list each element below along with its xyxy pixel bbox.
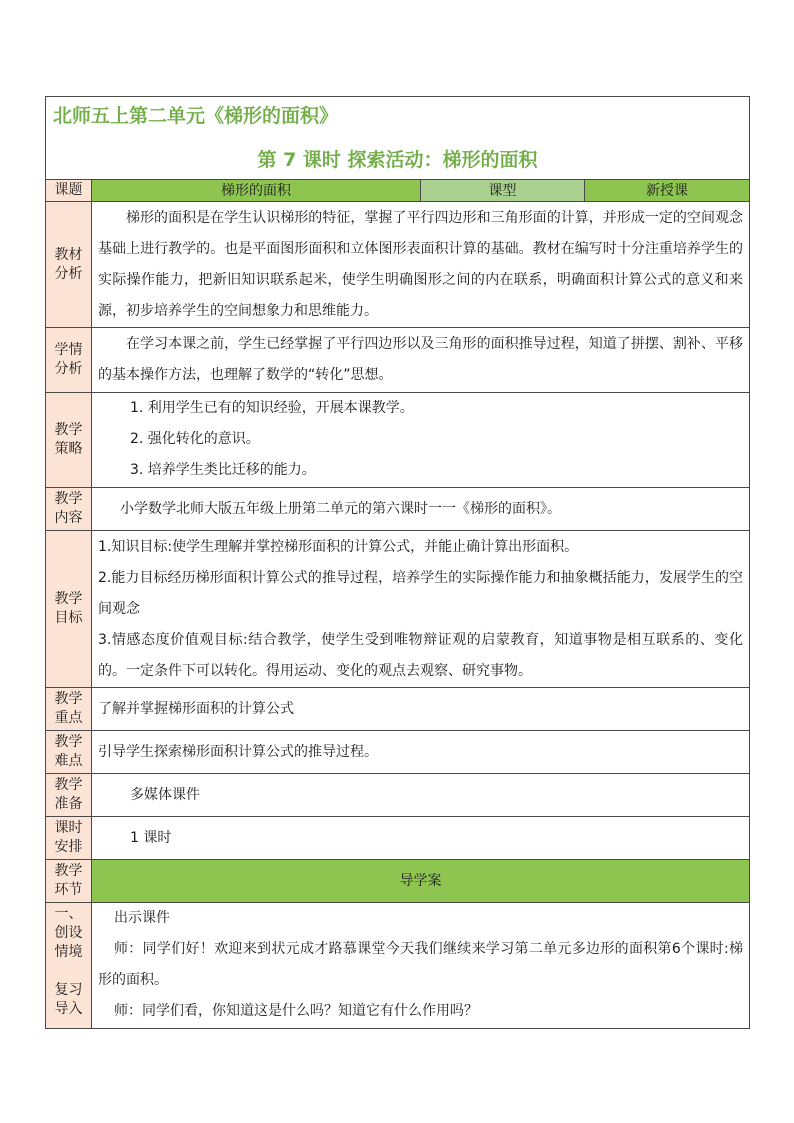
title-cell	[46, 97, 750, 180]
content-label: 教学 内容	[46, 488, 92, 531]
strategy-item: 2. 强化转化的意识。	[130, 431, 260, 447]
goals-row	[46, 531, 750, 688]
difficulty-row	[46, 731, 750, 774]
difficulty-label: 教学 难点	[46, 731, 92, 774]
content-row	[46, 488, 750, 531]
goal-item: 1.知识目标:使学生理解并掌控梯形面积的计算公式，并能止确计算出形面积。	[98, 539, 579, 555]
lesson-type-value: 新授课	[585, 180, 750, 202]
series-title: 北师五上第二单元《梯形的面积》	[53, 105, 339, 127]
stage-one-content	[92, 903, 750, 1029]
strategy-list	[92, 393, 750, 488]
topic-value: 梯形的面积	[92, 180, 421, 202]
lesson-type-label: 课型	[421, 180, 585, 202]
strategy-label: 教学 策略	[46, 393, 92, 488]
difficulty-text: 引导学生探索梯形面积计算公式的推导过程。	[92, 731, 750, 774]
key-point-row	[46, 688, 750, 731]
material-analysis-label: 教材 分析	[46, 202, 92, 328]
strategy-row	[46, 393, 750, 488]
goal-item: 3.情感态度价值观目标:结合教学，使学生受到唯物辩证观的启蒙教育，知道事物是相互联系的、变化的。一定条件下可以转化。得用运动、变化的观点去观察、研究事物。	[98, 632, 743, 679]
lesson-title: 第 7 课时 探索活动：梯形的面积	[257, 149, 538, 171]
stage-one-line: 师：同学们好！欢迎来到状元成才路慕课堂今天我们继续来学习第二单元多边形的面积第6个课时:梯形的面积。	[98, 941, 743, 988]
stage-one-label: 一、 创设 情境 复习 导入	[46, 903, 92, 1029]
hours-text: 1 课时	[92, 817, 750, 860]
stage-header-label: 教学 环节	[46, 860, 92, 903]
topic-label: 课题	[46, 180, 92, 202]
student-analysis-row	[46, 328, 750, 393]
preparation-row	[46, 774, 750, 817]
material-analysis-text: 梯形的面积是在学生认识梯形的特征，掌握了平行四边形和三角形面的计算，并形成一定的空间观念基础上进行教学的。也是平面图形面积和立体图形表面积计算的基础。教材在编写时十分注重培养学生的实际操作能力，把新旧知识联系起米，使学生明确图形之间的内在联系，明确面积计算公式的意义和来源，初步培养学生的空间想象力和思维能力。	[92, 202, 750, 328]
goals-list	[92, 531, 750, 688]
stage-header-title: 导学案	[92, 860, 750, 903]
strategy-item: 1. 利用学生已有的知识经验，开展本课教学。	[130, 400, 414, 416]
key-point-label: 教学 重点	[46, 688, 92, 731]
content-text: 小学数学北师大版五年级上册第二单元的第六课时一一《梯形的面积》。	[92, 488, 750, 531]
stage-one-line: 师：同学们看，你知道这是什么吗？知道它有什么作用吗？	[114, 1003, 478, 1019]
stage-one-line: 出示课件	[114, 910, 170, 926]
goals-label: 教学 目标	[46, 531, 92, 688]
lesson-plan-table	[45, 96, 750, 1029]
preparation-label: 教学 准备	[46, 774, 92, 817]
title-row	[46, 97, 750, 180]
lesson-plan-document	[45, 96, 749, 1029]
key-point-text: 了解并掌握梯形面积的计算公式	[92, 688, 750, 731]
student-analysis-label: 学情 分析	[46, 328, 92, 393]
hours-row	[46, 817, 750, 860]
material-analysis-row	[46, 202, 750, 328]
stage-one-row	[46, 903, 750, 1029]
hours-label: 课时 安排	[46, 817, 92, 860]
topic-row	[46, 180, 750, 202]
preparation-text: 多媒体课件	[92, 774, 750, 817]
student-analysis-text: 在学习本课之前，学生已经掌握了平行四边形以及三角形的面积推导过程，知道了拼摆、割补、平移的基本操作方法，也理解了数学的“转化”思想。	[92, 328, 750, 393]
stage-header-row	[46, 860, 750, 903]
strategy-item: 3. 培养学生类比迁移的能力。	[130, 462, 316, 478]
goal-item: 2.能力目标经历梯形面积计算公式的推导过程，培养学生的实际操作能力和抽象概括能力，发展学生的空间观念	[98, 570, 743, 617]
